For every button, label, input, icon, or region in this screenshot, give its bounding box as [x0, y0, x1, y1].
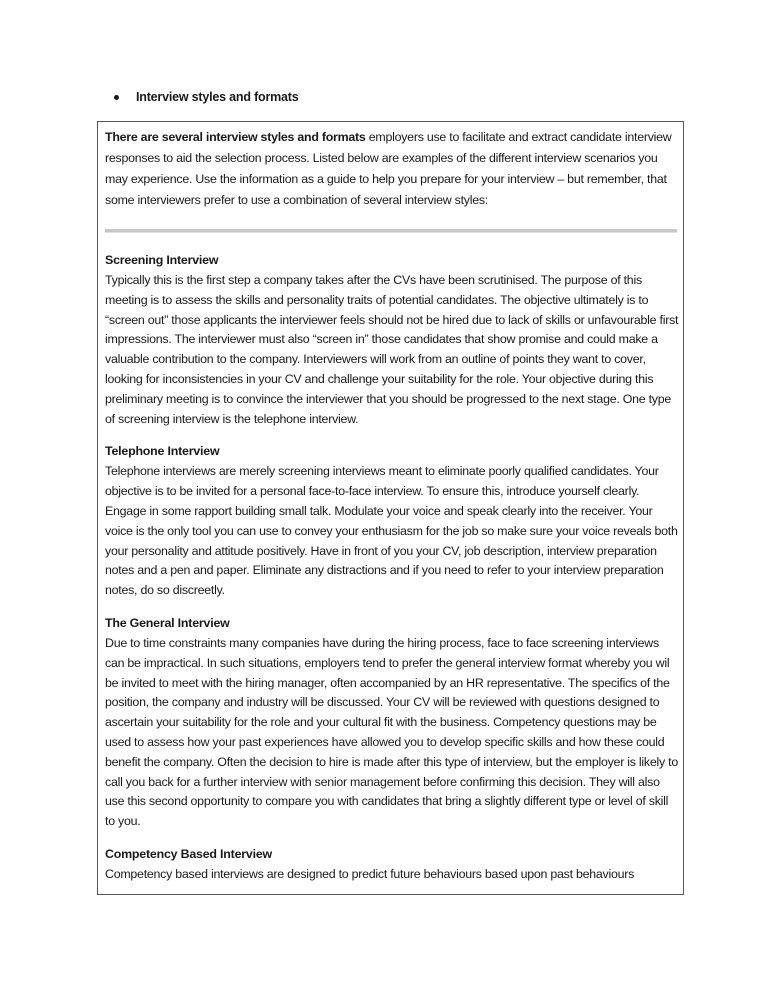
section-screening-interview [105, 250, 679, 429]
bullet-icon [114, 95, 119, 100]
section-body: Competency based interviews are designed to predict future behaviours based upon past behaviours [105, 866, 635, 881]
bullet-label: Interview styles and formats [136, 90, 299, 104]
section-body: Typically this is the first step a company takes after the CVs have been scrutinised. The purpose of this meeting is to assess the skills and personality traits of potential candidates. The objective ultimately is to “screen out” those applicants the interviewer feels should not be hired due to lack of skills or unfavourable first impressions. The interviewer must also “screen in” those candidates that show promise and could make a valuable contribution to the company. Interviewers will work from an outline of points they want to cover, looking for inconsistencies in your CV and challenge your suitability for the role. Your objective during this preliminary meeting is to convince the interviewer that you should be progressed to the next stage. One type of screening interview is the telephone interview. [105, 273, 679, 426]
section-competency-based-interview [105, 844, 679, 885]
section-telephone-interview [105, 441, 679, 601]
horizontal-rule [105, 229, 677, 233]
bullet-item [114, 90, 299, 104]
content-box [97, 121, 684, 895]
section-heading: Telephone Interview [105, 444, 220, 459]
intro-text: employers use to facilitate and extract candidate interview responses to aid the selection process. Listed below are examples of the different interview scenarios you may experience. Use the information as a guide to help you prepare for your interview – but remember, that some interviewers prefer to use a combination of several interview styles: [105, 130, 672, 207]
section-heading: Competency Based Interview [105, 846, 272, 861]
intro-paragraph [105, 127, 679, 211]
section-body: Due to time constraints many companies have during the hiring process, face to face screening interviews can be impractical. In such situations, employers tend to prefer the general interview format whereby you wil be invited to meet with the hiring manager, often accompanied by an HR representative. The specifics of the position, the company and industry will be discussed. Your CV will be reviewed with questions designed to ascertain your suitability for the role and your cultural fit with the business. Competency questions may be used to assess how your past experiences have allowed you to develop specific skills and how these could benefit the company. Often the decision to hire is made after this type of interview, but the employer is likely to call you back for a further interview with senior management before confirming this decision. They will also use this second opportunity to compare you with candidates that bring a slightly different type or level of skill to you. [105, 635, 678, 829]
section-heading: The General Interview [105, 615, 230, 630]
intro-lead: There are several interview styles and formats [105, 130, 366, 144]
section-general-interview [105, 613, 679, 832]
section-heading: Screening Interview [105, 253, 219, 267]
section-body: Telephone interviews are merely screening interviews meant to eliminate poorly qualified candidates. Your objective is to be invited for a personal face-to-face interview. To ensure this, introduce yourself clearly. Engage in some rapport building small talk. Modulate your voice and speak clearly into the receiver. Your voice is the only tool you can use to convey your enthusiasm for the job so make sure your voice reveals both your personality and attitude positively. Have in front of you your CV, job description, interview preparation notes and a pen and paper. Eliminate any distractions and if you need to refer to your interview preparation notes, do so discreetly. [105, 464, 678, 598]
sections-list [105, 250, 679, 895]
